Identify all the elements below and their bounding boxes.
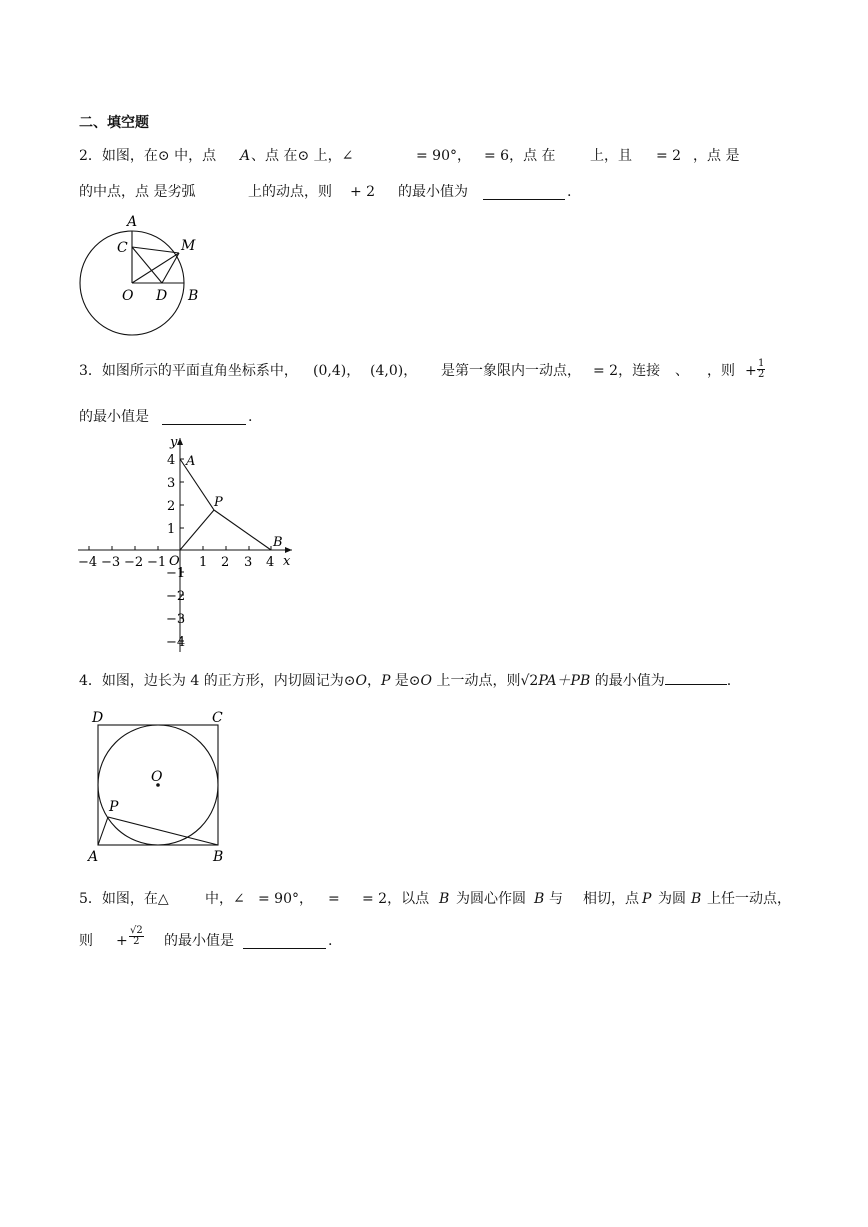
q3-text-1d: 是第一象限内一动点，: [441, 363, 581, 379]
q3-ytick-3: 3: [167, 476, 176, 491]
q4-mid1: ，: [366, 673, 381, 689]
q3-segment-op: [180, 510, 214, 550]
q2-label-m: M: [181, 238, 196, 254]
q3-point-b: B: [273, 535, 283, 550]
q2-label-b: B: [188, 288, 199, 304]
q2-text-2c: + 2: [350, 184, 376, 200]
q2-segment-cd: [132, 247, 162, 283]
q3-ytick-n1: −1: [166, 566, 186, 581]
q4-prefix: 4．如图，边长为 4 的正方形，内切圆记为⊙: [79, 673, 356, 689]
q2-period: .: [567, 184, 572, 200]
q2-answer-blank: [483, 185, 565, 200]
q3-xtick-n1: −1: [147, 555, 167, 570]
q3-xtick-n2: −2: [124, 555, 144, 570]
q5-text-2b: 的最小值是: [164, 933, 234, 949]
q4-o2: O: [420, 673, 433, 689]
q3-ytick-n4: −4: [166, 635, 186, 650]
q4-text: [79, 670, 731, 690]
q3-point-p: P: [214, 495, 223, 510]
q2-label-a: A: [127, 214, 138, 230]
q3-text-1e: = 2，连接: [593, 363, 661, 379]
q3-text-1b: (0,4)，: [313, 363, 361, 379]
q3-ytick-n3: −3: [166, 612, 186, 627]
q4-mid2: 是⊙: [390, 673, 421, 689]
q3-ytick-2: 2: [167, 499, 176, 514]
q2-text-2d: 的最小值为: [398, 184, 468, 200]
q2-segment-om: [132, 253, 179, 283]
q2-text-1g: = 2: [656, 148, 682, 164]
q5-text-1j: 相切，点: [583, 891, 639, 907]
q4-period: .: [726, 673, 732, 689]
q3-ytick-n2: −2: [166, 589, 186, 604]
q3-text-1a: 3．如图所示的平面直角坐标系中，: [79, 363, 298, 379]
q3-fraction-num: 1: [758, 358, 765, 369]
q5-fraction-num: √2: [130, 925, 143, 936]
q3-text-1f: 、: [675, 363, 689, 379]
q4-label-c: C: [212, 710, 223, 726]
q3-figure: [70, 432, 310, 656]
q5-text-1i: 与: [549, 891, 563, 907]
q5-text-1d: =: [328, 891, 340, 907]
q5-text-1b: 中，∠: [205, 891, 245, 907]
q5-text-1k: P: [642, 891, 652, 907]
q4-figure: [84, 705, 234, 865]
q5-text-1f: B: [439, 891, 450, 907]
q3-text-1c: (4,0)，: [370, 363, 418, 379]
q2-text-2b: 上的动点，则: [248, 184, 332, 200]
q3-ytick-1: 1: [167, 522, 176, 537]
q5-fraction: [129, 926, 144, 947]
q5-text-1e: = 2，以点: [362, 891, 430, 907]
q4-label-d: D: [92, 710, 104, 726]
q2-label-d: D: [156, 288, 168, 304]
q3-text-2: 的最小值是: [79, 409, 149, 425]
q2-figure: [70, 205, 210, 345]
q3-xtick-n3: −3: [101, 555, 121, 570]
q4-mid3: 上一动点，则: [432, 673, 521, 689]
q2-text-2a: 的中点，点 是劣弧: [79, 184, 196, 200]
q5-text-1g: 为圆心作圆: [456, 891, 526, 907]
q2-text-1d: = 90°，: [416, 148, 471, 164]
q3-x-label: x: [283, 554, 291, 569]
q4-sqrt: √2: [520, 673, 539, 689]
q3-point-a: A: [186, 454, 196, 469]
q4-o1: O: [355, 673, 367, 689]
q3-segment-pb: [214, 510, 271, 550]
q3-y-tick-labels: [166, 453, 185, 650]
q3-fraction: [757, 359, 765, 380]
q2-text-1b: A: [240, 148, 251, 164]
q3-y-arrow: [177, 438, 183, 445]
q4-expr: PA＋PB: [538, 673, 591, 689]
q3-x-arrow: [285, 547, 292, 553]
q5-text-1h: B: [534, 891, 545, 907]
q5-answer-blank: [243, 934, 326, 949]
q5-text-1c: = 90°，: [258, 891, 313, 907]
q5-text-1l: 为圆: [658, 891, 686, 907]
q3-y-label: y: [170, 435, 178, 450]
q3-fraction-den: 2: [758, 369, 765, 380]
q2-text-1a: 2．如图，在⊙ 中，点: [79, 148, 217, 164]
q4-label-b: B: [213, 849, 224, 865]
q4-segment-pa: [98, 817, 108, 845]
q4-answer-blank: [665, 670, 727, 685]
q2-text-1h: ，点 是: [693, 148, 740, 164]
q5-fraction-den: 2: [133, 936, 140, 947]
q3-xtick-2: 2: [221, 555, 230, 570]
q3-answer-blank: [162, 410, 246, 425]
q4-suffix: 的最小值为: [590, 673, 665, 689]
q3-text-1g: ，则: [707, 363, 735, 379]
q4-label-p: P: [109, 799, 119, 815]
q3-xtick-n4: −4: [78, 555, 98, 570]
q4-label-o: O: [151, 769, 163, 785]
q4-label-a: A: [88, 849, 99, 865]
q4-segment-pb: [108, 817, 218, 845]
q5-text-1n: 上任一动点，: [707, 891, 791, 907]
q3-text-1h: +: [745, 363, 757, 379]
q2-segment-dm: [162, 253, 179, 283]
q2-text-1e: = 6，点 在: [484, 148, 556, 164]
q3-xtick-4: 4: [266, 555, 275, 570]
q3-period: .: [248, 409, 253, 425]
q2-text-1f: 上，且: [590, 148, 632, 164]
q2-label-c: C: [117, 240, 128, 256]
q5-plus: +: [116, 933, 128, 949]
q3-origin-label: O: [169, 554, 180, 569]
q2-label-o: O: [122, 288, 134, 304]
q4-p: P: [380, 673, 391, 689]
q3-ytick-4: 4: [167, 453, 176, 468]
q5-period: .: [328, 933, 333, 949]
q5-text-1a: 5．如图，在△: [79, 891, 169, 907]
q3-xtick-3: 3: [244, 555, 253, 570]
q5-text-1m: B: [691, 891, 702, 907]
q2-text-1c: 、点 在⊙ 上，∠: [251, 148, 354, 164]
section-title: 二、填空题: [79, 115, 149, 131]
q5-text-2a: 则: [79, 933, 93, 949]
q3-xtick-1: 1: [199, 555, 208, 570]
